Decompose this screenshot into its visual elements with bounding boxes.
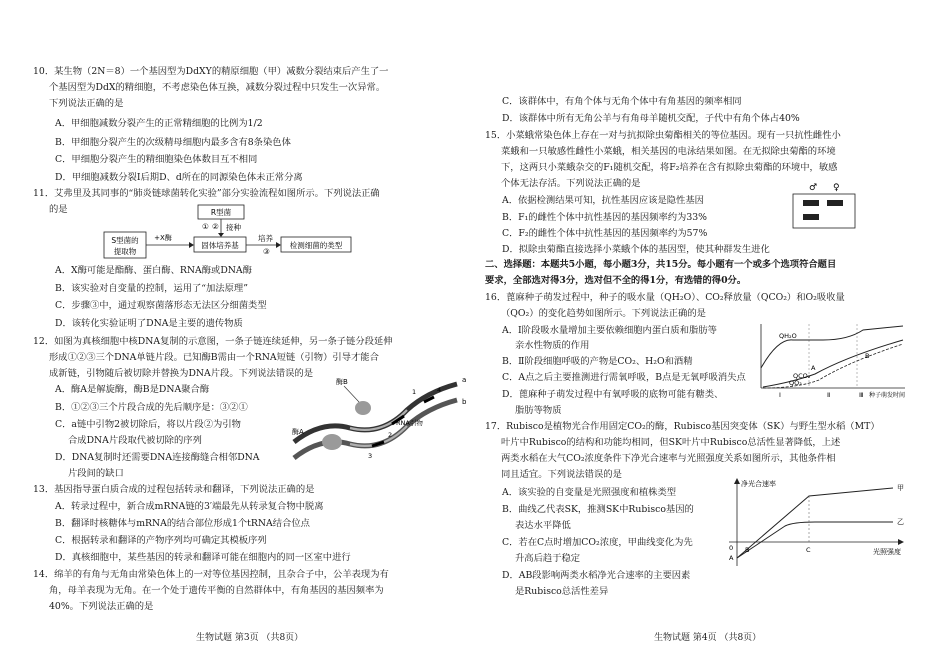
rna-primer-label: RNA引物 — [396, 419, 423, 427]
q16-line-2: （QO₂）的变化趋势如图所示。下列说法正确的是 — [501, 308, 706, 319]
strand-b-label: b — [462, 398, 467, 406]
transformation-flow-diagram — [95, 204, 385, 266]
q11-option-d: D．该转化实验证明了DNA是主要的遗传物质 — [55, 318, 243, 329]
fragment-4-label: 4 — [437, 386, 442, 394]
qh2o-label: QH₂O — [779, 332, 797, 340]
q13-option-d: D．真核细胞中，某些基因的转录和翻译可能在细胞内的同一区室中进行 — [55, 552, 351, 563]
q11-line-2: 的是 — [49, 204, 68, 215]
qco2-label: QCO₂ — [793, 372, 811, 380]
q10-line-3: 下列说法正确的是 — [49, 98, 124, 109]
q17-line-3: 两类水稻在大气CO₂浓度条件下净光合速率与光照强度关系如图所示，其他条件相 — [501, 453, 836, 464]
point-b-label: B — [865, 352, 870, 360]
r-strain-label: R型菌 — [210, 208, 232, 217]
q13-option-b: B．翻译时核糖体与mRNA的结合部位形成1个tRNA结合位点 — [55, 518, 310, 529]
female-symbol: ♀ — [833, 183, 840, 193]
qo2-label: QO₂ — [789, 379, 802, 387]
q10-option-a: A．甲细胞减数分裂产生的正常精细胞的比例为1/2 — [55, 118, 263, 129]
page-4-footer: 生物试题 第4页 （共8页） — [654, 633, 762, 643]
page-4 — [475, 0, 950, 658]
strand-a-label: a — [462, 376, 467, 384]
q17-option-c-cont: 升高后趋于稳定 — [515, 553, 581, 564]
photosynthesis-rate-chart — [725, 474, 915, 574]
s-extract-label-2: 提取物 — [113, 247, 137, 256]
q13-option-c: C．根据转录和翻译的产物序列均可确定其模板序列 — [55, 535, 267, 546]
q15-line-2: 菜蛾和一只敏感性雌性小菜蛾，相关基因的电泳结果如图。在无拟除虫菊酯的环境 — [501, 146, 836, 157]
q12-line-2: 形成①②③三个DNA单链片段。已知酶B需由一个RNA短链（引物）引导才能合 — [49, 352, 379, 363]
q10-option-c: C．甲细胞分裂产生的精细胞染色体数目互不相同 — [55, 154, 258, 165]
germination-curves-chart — [753, 318, 913, 400]
y-axis-label: 净光合速率 — [741, 480, 776, 488]
step-2: ② — [212, 222, 219, 231]
q14-line-2: 角，母羊表现为无角。在一个处于遗传平衡的自然群体中，有角基因的基因频率为 — [49, 585, 384, 596]
qo2-curve — [763, 344, 903, 388]
jia-label: 甲 — [897, 484, 904, 492]
q15-line-1: 15．小菜蛾常染色体上存在一对与抗拟除虫菊酯相关的等位基因。现有一只抗性雌性小 — [485, 130, 841, 141]
stage-1-label: Ⅰ — [779, 391, 781, 399]
jia-curve — [737, 488, 893, 558]
yi-label: 乙 — [897, 518, 904, 526]
q15-option-a: A．依据检测结果可知，抗性基因应该是隐性基因 — [502, 195, 704, 206]
step-3: ③ — [263, 247, 270, 256]
stage-2-label: Ⅱ — [827, 391, 831, 399]
q13-line-1: 13．基因指导蛋白质合成的过程包括转录和翻译，下列说法正确的是 — [33, 484, 315, 495]
q11-line-1: 11．艾弗里及其同事的“肺炎链球菌转化实验”部分实验流程如图所示。下列说法正确 — [33, 188, 380, 199]
point-b-label: B — [745, 546, 750, 554]
solid-medium-label: 固体培养基 — [201, 241, 239, 250]
enzyme-a-label: 酶A — [292, 428, 304, 436]
q11-option-c: C．步骤③中，通过观察菌落形态无法区分细菌类型 — [55, 300, 267, 311]
yi-curve — [737, 522, 893, 558]
q12-option-c: C．a链中引物2被切除后，将以片段②为引物 — [55, 419, 241, 430]
fragment-2-label: 2 — [388, 431, 393, 439]
s-extract-label-1: S型菌的 — [111, 236, 139, 245]
q15-option-c: C．F₂的雌性个体中抗性基因的基因频率约为57% — [502, 228, 708, 239]
point-a-label: A — [729, 554, 734, 562]
q12-option-b: B．①②③三个片段合成的先后顺序是：③②① — [55, 402, 248, 413]
point-a-label: A — [811, 364, 816, 372]
q16-option-c: C．A点之后主要推测进行需氧呼吸，B点是无氧呼吸消失点 — [502, 372, 746, 383]
q16-line-1: 16．蓖麻种子萌发过程中，种子的吸水量（QH₂O）、CO₂释放量（QCO₂）和O₂吸收量 — [485, 292, 845, 303]
q12-line-3: 成新链，引物随后被切除并替换为DNA片段。下列说法错误的是 — [49, 368, 314, 379]
q12-option-d: D．DNA复制时还需要DNA连接酶缝合相邻DNA — [55, 452, 260, 463]
q16-option-b: B．Ⅱ阶段细胞呼吸的产物是CO₂、H₂O和酒精 — [502, 356, 693, 367]
point-c-label: C — [806, 546, 811, 554]
page-3-footer: 生物试题 第3页 （共8页） — [196, 633, 304, 643]
band-female-upper — [827, 200, 843, 206]
q17-option-b: B．曲线乙代表SK，推测SK中Rubisco基因的 — [502, 504, 694, 515]
q14-line-3: 40%。下列说法正确的是 — [49, 601, 154, 612]
fragment-3-label: 3 — [368, 452, 373, 460]
band-male-lower — [803, 214, 819, 220]
q12-line-1: 12．如图为真核细胞中核DNA复制的示意图，一条子链连续延伸，另一条子链分段延伸 — [33, 336, 393, 347]
q11-option-b: B．该实验对自变量的控制，运用了“加法原理” — [55, 283, 248, 294]
q11-option-a: A．X酶可能是酯酶、蛋白酶、RNA酶或DNA酶 — [55, 265, 252, 276]
q16-option-d-cont: 脂肪等物质 — [515, 405, 562, 416]
q15-line-4: 个体无法存活。下列说法正确的是 — [501, 178, 641, 189]
culture-label: 培养 — [258, 234, 273, 243]
q13-option-a: A．转录过程中，新合成mRNA链的3′端最先从转录复合物中脱离 — [55, 501, 324, 512]
section-2-line-2: 要求，全部选对得3分，选对但不全的得1分，有选错的得0分。 — [485, 275, 747, 286]
q17-option-d-cont: 是Rubisco总活性差异 — [515, 586, 609, 597]
parent-strand-upper — [294, 384, 457, 442]
electrophoresis-result — [785, 180, 865, 230]
q17-option-c: C．若在C点时增加CO₂浓度，甲曲线变化为先 — [502, 537, 693, 548]
q14-option-c: C．该群体中，有角个体与无角个体中有角基因的频率相同 — [502, 96, 742, 107]
enzyme-b-label: 酶B — [336, 378, 348, 386]
section-2-line-1: 二、选择题：本题共5小题，每小题3分，共15分。每小题有一个或多个选项符合题目 — [485, 259, 837, 270]
male-symbol: ♂ — [809, 183, 818, 193]
q12-option-a: A．酶A是解旋酶，酶B是DNA聚合酶 — [55, 384, 210, 395]
qco2-curve — [763, 340, 903, 387]
q15-line-3: 下，这两只小菜蛾杂交的F₁随机交配，将F₂培养在含有拟除虫菊酯的环境中，敏感 — [501, 162, 838, 173]
band-male-upper — [803, 200, 819, 206]
stage-3-label: Ⅲ — [859, 391, 864, 399]
q15-option-d: D．拟除虫菊酯直接选择小菜蛾个体的基因型，使其种群发生进化 — [502, 244, 770, 255]
q17-option-b-cont: 表达水平降低 — [515, 520, 571, 531]
q16-option-d: D．蓖麻种子萌发过程中有氧呼吸的底物可能有糖类、 — [502, 389, 724, 400]
q17-line-2: 叶片中Rubisco的结构和功能均相同，但SK叶片中Rubisco总活性显著降低，上述 — [501, 437, 841, 448]
q14-option-d: D．该群体中所有无角公羊与有角母羊随机交配，子代中有角个体占40% — [502, 113, 800, 124]
q15-option-b: B．F₁的雌性个体中抗性基因的基因频率约为33% — [502, 212, 708, 223]
q16-option-a-cont: 亲水性物质的作用 — [515, 340, 590, 351]
q12-option-c-cont: 合成DNA片段取代被切除的序列 — [68, 435, 202, 446]
dna-replication-diagram — [292, 370, 470, 470]
q10-option-d: D．甲细胞减数分裂Ⅰ后期D、d所在的同源染色体未正常分离 — [55, 172, 303, 183]
origin-label: 0 — [729, 544, 734, 552]
inoculate-label: 接种 — [226, 223, 241, 232]
q10-line-1: 10．某生物（2N＝8）一个基因型为DdXY的精原细胞（甲）减数分裂结束后产生了一 — [33, 66, 389, 77]
x-axis-label-light: 光照强度 — [873, 548, 901, 556]
x-enzyme-label: +X酶 — [154, 234, 172, 242]
gel-frame — [793, 194, 855, 228]
enzyme-b-shape — [355, 401, 371, 415]
q17-option-a: A．该实验的自变量是光照强度和植株类型 — [502, 487, 677, 498]
x-axis-label: 种子萌发时间 — [869, 392, 906, 399]
detect-type-label: 检测细菌的类型 — [289, 241, 343, 250]
q10-line-2: 个基因型为DdX的精细胞，不考虑染色体互换，减数分裂过程中只发生一次异常。 — [49, 82, 386, 93]
step-1: ① — [202, 222, 209, 231]
q17-line-1: 17．Rubisco是植物光合作用固定CO₂的酶，Rubisco基因突变体（SK）与野生型水稻（MT） — [485, 421, 880, 432]
q17-option-d: D．AB段影响两类水稻净光合速率的主要因素 — [502, 570, 691, 581]
q16-option-a: A．Ⅰ阶段吸水量增加主要依赖细胞内蛋白质和脂肪等 — [502, 325, 717, 336]
q17-line-4: 同且适宜。下列说法错误的是 — [501, 469, 622, 480]
q14-line-1: 14．绵羊的有角与无角由常染色体上的一对等位基因控制，且杂合子中，公羊表现为有 — [33, 569, 389, 580]
fragment-1-label: 1 — [412, 388, 417, 396]
q12-option-d-cont: 片段间的缺口 — [68, 468, 124, 479]
enzyme-a-shape — [322, 434, 342, 450]
q10-option-b: B．甲细胞分裂产生的次级精母细胞内最多含有8条染色体 — [55, 137, 291, 148]
